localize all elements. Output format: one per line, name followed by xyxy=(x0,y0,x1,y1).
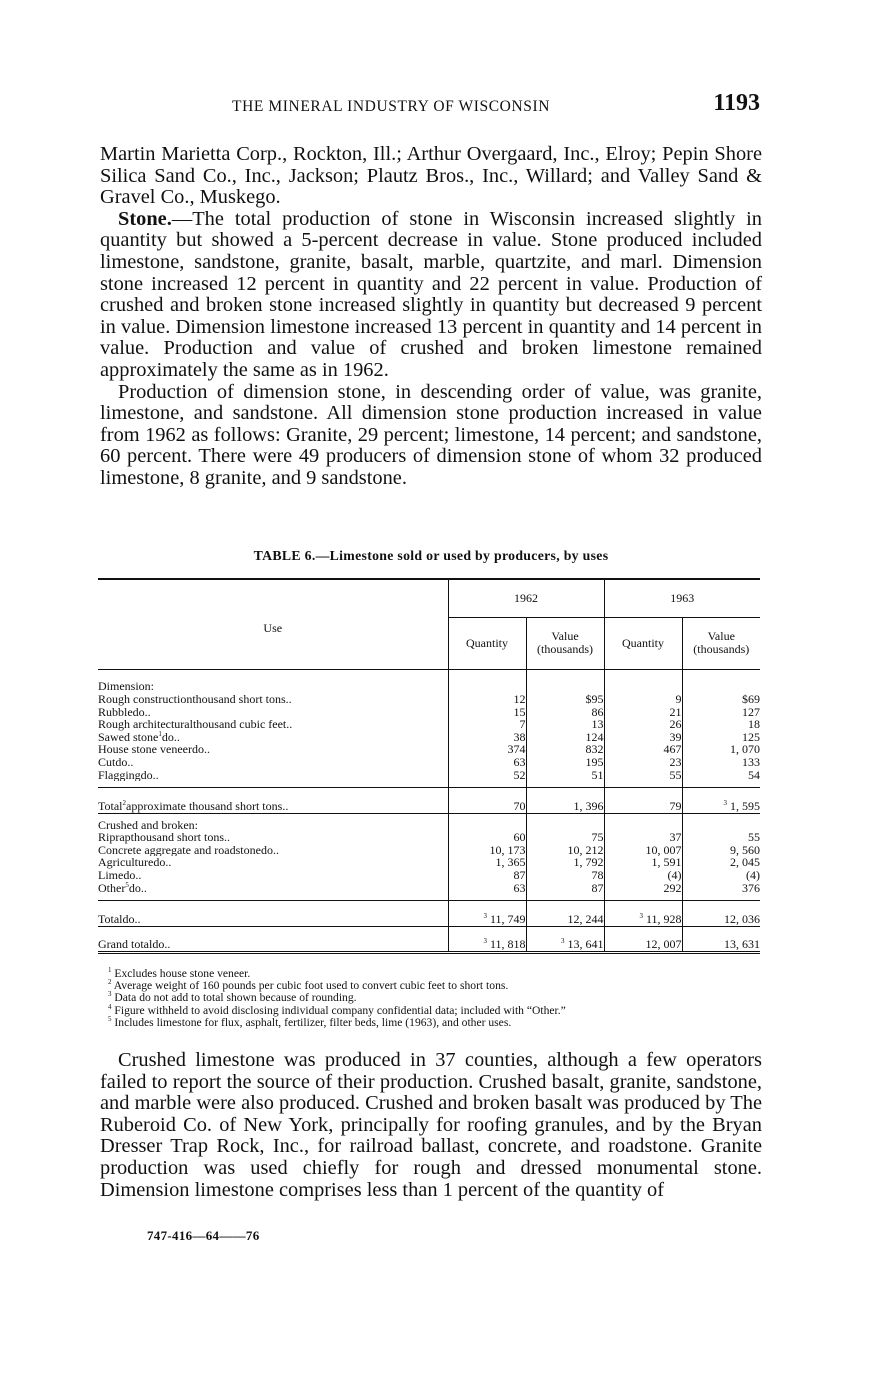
leader-dots: .. xyxy=(135,868,142,882)
row-name: Other xyxy=(98,881,126,895)
column-header-quantity-1963: Quantity xyxy=(604,617,682,669)
value-1963 xyxy=(682,787,760,813)
value-1962 xyxy=(526,769,604,782)
cell-value: 11, 928 xyxy=(645,912,682,927)
leader-dots: .. xyxy=(127,755,134,769)
leader-dots: .. xyxy=(282,799,289,814)
value-label: Value xyxy=(551,629,579,644)
row-unit: do xyxy=(260,843,273,857)
table-row xyxy=(98,743,760,756)
cell-value: 12, 244 xyxy=(567,912,604,927)
cell-value: 2, 045 xyxy=(730,855,760,870)
table-row xyxy=(98,900,760,926)
column-header-value-1962 xyxy=(526,617,604,669)
table-row xyxy=(98,787,760,813)
cell-value: 12 xyxy=(513,692,526,706)
cell-value: 127 xyxy=(742,704,760,719)
row-label xyxy=(98,844,448,857)
cell-value: 75 xyxy=(591,830,604,845)
value-unit: (thousands) xyxy=(693,642,750,656)
column-header-use: Use xyxy=(98,579,448,669)
section-heading-row xyxy=(98,669,760,693)
empty-cell xyxy=(448,669,526,693)
intro-text xyxy=(100,144,762,490)
page-header xyxy=(100,90,762,124)
quantity-1963 xyxy=(604,926,682,952)
table-row xyxy=(98,756,760,769)
data-table xyxy=(98,578,760,954)
value-1962 xyxy=(526,900,604,926)
row-unit: do xyxy=(132,705,145,719)
row-unit: do xyxy=(153,856,166,869)
table-row xyxy=(98,731,760,744)
cell-value: 55 xyxy=(748,830,760,845)
row-name: Grand total xyxy=(98,937,153,952)
value-label: Value xyxy=(707,629,735,644)
cell-value: 12, 007 xyxy=(645,937,682,952)
footnote-text: Data do not add to total shown because of rounding. xyxy=(114,991,357,1005)
leader-dots: .. xyxy=(134,912,141,927)
cell-value: 13 xyxy=(591,717,604,732)
row-unit: do xyxy=(191,743,204,756)
leader-dots: .. xyxy=(164,937,171,952)
cell-value: 1, 591 xyxy=(651,855,682,870)
value-unit: (thousands) xyxy=(537,642,593,656)
quantity-1963 xyxy=(604,769,682,782)
cell-value: (4) xyxy=(746,867,760,882)
row-name: House stone veneer xyxy=(98,743,192,756)
row-label xyxy=(98,831,448,844)
leader-dots: .. xyxy=(144,705,151,719)
footnotes xyxy=(108,968,758,1029)
leader-dots: .. xyxy=(286,718,293,731)
row-label xyxy=(98,693,448,706)
row-name: Cut xyxy=(98,755,116,769)
table-row xyxy=(98,706,760,719)
cell-value: 86 xyxy=(591,704,604,719)
footnote-ref: 3 xyxy=(639,912,643,921)
limestone-table xyxy=(98,578,760,954)
value-1963 xyxy=(682,926,760,952)
cell-value: 23 xyxy=(669,754,682,769)
row-label xyxy=(98,926,448,952)
page-number: 1193 xyxy=(713,90,760,116)
cell-value: 70 xyxy=(513,799,526,814)
row-name: Sawed stone xyxy=(98,730,159,744)
row-label xyxy=(98,756,448,769)
empty-cell xyxy=(604,669,682,693)
paragraph-producers: Martin Marietta Corp., Rockton, Ill.; Arthur Overgaard, Inc., Elroy; Pepin Shore Silica Sand Co., Inc., Jackson; Plautz Bros., Inc., Willard; and Valley Sand & Gravel Co., Muskego. xyxy=(100,143,762,209)
paragraph-crushed-limestone: Crushed limestone was produced in 37 counties, although a few operators failed to report the source of their production. Crushed basalt, granite, sandstone, and marble were also produced. Crushed and broken basalt was produced by The Ruberoid Co. of New York, principally for roofing granules, and by the Bryan Dresser Trap Rock, Inc., for railroad ballast, concrete, and roadstone. Granite production was used chiefly for rough and dressed monumental stone. Dimension limestone comprises less than 1 percent of the quantity of xyxy=(100,1049,762,1201)
footnote-number: 3 xyxy=(108,990,112,999)
cell-value: 39 xyxy=(669,729,682,744)
paragraph-dimension-stone: Production of dimension stone, in descending order of value, was granite, limestone, and sandstone. All dimension stone production increased in value from 1962 as follows: Granite, 29 percent; limestone, 14 percent; and sandstone, 60 percent. There were 49 producers of dimension stone of whom 32 produced limestone, 8 granite, and 9 sandstone. xyxy=(100,380,762,489)
table-row xyxy=(98,718,760,731)
column-header-1963: 1963 xyxy=(604,579,760,617)
cell-value: 51 xyxy=(591,767,604,782)
cell-value: 78 xyxy=(591,867,604,882)
cell-value: 832 xyxy=(585,742,604,757)
cell-value: 1, 365 xyxy=(495,855,526,870)
footnote-ref: 3 xyxy=(483,937,487,946)
cell-value: 37 xyxy=(669,830,682,845)
cell-value: 124 xyxy=(585,729,604,744)
footnote-ref: 3 xyxy=(723,799,727,808)
cell-value: 1, 070 xyxy=(730,742,760,757)
cell-value: 21 xyxy=(669,704,682,719)
cell-value: 376 xyxy=(742,880,760,895)
row-unit: thousand short tons xyxy=(192,693,286,706)
leader-dots: .. xyxy=(224,831,231,844)
row-unit: thousand cubic feet xyxy=(192,718,287,731)
cell-value: 13, 631 xyxy=(724,937,760,952)
cell-value: 11, 749 xyxy=(489,912,526,927)
running-title: THE MINERAL INDUSTRY OF WISCONSIN xyxy=(232,98,551,115)
footnote-ref: 2 xyxy=(122,799,126,808)
cell-value: 1, 396 xyxy=(573,799,604,814)
table-row xyxy=(98,856,760,869)
cell-value: 10, 173 xyxy=(489,842,526,857)
cell-value: 133 xyxy=(742,754,760,769)
empty-cell xyxy=(526,813,604,831)
leader-dots: .. xyxy=(203,743,210,756)
empty-cell xyxy=(682,669,760,693)
row-unit: do xyxy=(123,868,136,882)
cell-value: 9, 560 xyxy=(730,842,760,857)
column-header-quantity-1962: Quantity xyxy=(448,617,526,669)
row-unit: approximate thousand short tons xyxy=(126,799,283,814)
row-label xyxy=(98,882,448,895)
cell-value: 13, 641 xyxy=(567,937,604,952)
value-1962 xyxy=(526,926,604,952)
footnote-text: Average weight of 160 pounds per cubic foot used to convert cubic feet to short tons. xyxy=(113,979,509,993)
cell-value: 54 xyxy=(748,767,760,782)
cell-value: (4) xyxy=(667,867,682,882)
quantity-1962 xyxy=(448,706,526,719)
empty-cell xyxy=(604,813,682,831)
footnote xyxy=(108,1014,758,1029)
table-row xyxy=(98,693,760,706)
stone-heading: Stone. xyxy=(118,207,172,230)
leader-dots: .. xyxy=(173,730,180,744)
cell-value: 195 xyxy=(585,754,604,769)
quantity-1962 xyxy=(448,926,526,952)
cell-value: 52 xyxy=(513,767,526,782)
row-name: Agriculture xyxy=(98,856,154,869)
row-label xyxy=(98,869,448,882)
section-heading: Crushed and broken: xyxy=(98,817,198,832)
row-name: Flagging xyxy=(98,768,141,782)
row-label xyxy=(98,718,448,731)
cell-value: 60 xyxy=(513,830,526,845)
row-label xyxy=(98,787,448,813)
row-name: Rubble xyxy=(98,705,133,719)
table-body xyxy=(98,669,760,952)
row-label xyxy=(98,731,448,744)
column-header-value-1963 xyxy=(682,617,760,669)
empty-cell xyxy=(526,669,604,693)
cell-value: 374 xyxy=(507,742,526,757)
value-1962 xyxy=(526,787,604,813)
cell-value: 12, 036 xyxy=(724,912,760,927)
cell-value: 125 xyxy=(742,729,760,744)
footnote-text: Excludes house stone veneer. xyxy=(114,967,251,980)
cell-value: 38 xyxy=(513,729,526,744)
cell-value: 63 xyxy=(513,880,526,895)
section-heading-row xyxy=(98,813,760,831)
cell-value: 10, 212 xyxy=(567,842,604,857)
cell-value: 467 xyxy=(663,742,682,757)
footnote-number: 4 xyxy=(108,1002,112,1011)
footnote-number: 5 xyxy=(108,1014,112,1023)
quantity-1963 xyxy=(604,787,682,813)
row-name: Rough construction xyxy=(98,693,193,706)
footnote-ref: 1 xyxy=(158,730,162,738)
footnote-number: 1 xyxy=(108,966,112,975)
empty-cell xyxy=(448,813,526,831)
row-unit: do xyxy=(140,768,153,782)
row-unit: do xyxy=(115,755,128,769)
value-1963 xyxy=(682,769,760,782)
row-unit: do xyxy=(161,730,174,744)
table-title: TABLE 6.—Limestone sold or used by producers, by uses xyxy=(253,548,609,563)
footnote-ref: 3 xyxy=(483,912,487,921)
row-unit: do xyxy=(152,937,165,952)
footnote-text: Includes limestone for flux, asphalt, fertilizer, filter beds, lime (1963), and other uses. xyxy=(114,1015,512,1029)
footnote-ref: 3 xyxy=(561,937,565,946)
table-row xyxy=(98,926,760,952)
printer-code: 747-416—64——76 xyxy=(147,1228,260,1243)
cell-value: 11, 818 xyxy=(489,937,526,952)
cell-value: 1, 595 xyxy=(730,799,760,814)
cell-value: 18 xyxy=(748,717,760,732)
table-row xyxy=(98,869,760,882)
value-1963 xyxy=(682,882,760,895)
leader-dots: .. xyxy=(272,843,279,857)
footnote-text: Figure withheld to avoid disclosing individual company confidential data; included with “Other.” xyxy=(114,1003,566,1017)
section-heading: Dimension: xyxy=(98,679,154,693)
leader-dots: .. xyxy=(140,881,147,895)
value-1962 xyxy=(526,882,604,895)
footnote-ref: 5 xyxy=(125,881,129,889)
row-label xyxy=(98,743,448,756)
cell-value: 7 xyxy=(519,717,526,732)
stone-text: —The total production of stone in Wisconsin increased slightly in quantity but showed a 5-percent decrease in value. Stone produced included limestone, sandstone, granite, basalt, marble, quartzite, and marl. Dimension stone increased 12 percent in quantity and 22 percent in value. Production of crushed and broken stone increased slightly in quantity but decreased 9 percent in value. Dimension limestone increased 13 percent in quantity and 14 percent in value. Production and value of crushed and broken limestone remained approximately the same as in 1962. xyxy=(100,207,762,381)
row-label xyxy=(98,856,448,869)
row-label xyxy=(98,900,448,926)
cell-value: 10, 007 xyxy=(645,842,682,857)
row-name: Lime xyxy=(98,868,124,882)
cell-value: $95 xyxy=(585,692,604,706)
quantity-1962 xyxy=(448,769,526,782)
row-name: Total xyxy=(98,799,123,814)
cell-value: 292 xyxy=(663,880,682,895)
quantity-1962 xyxy=(448,787,526,813)
row-unit: do xyxy=(128,881,141,895)
row-unit: thousand short tons xyxy=(130,831,225,844)
cell-value: 9 xyxy=(675,692,682,706)
row-label xyxy=(98,769,448,782)
cell-value: 87 xyxy=(591,880,604,895)
closing-text xyxy=(100,1050,762,1201)
row-label xyxy=(98,706,448,719)
table-row xyxy=(98,882,760,895)
row-unit: do xyxy=(122,912,135,927)
cell-value: 26 xyxy=(669,717,682,732)
table-row xyxy=(98,769,760,782)
empty-cell xyxy=(682,813,760,831)
quantity-1962 xyxy=(448,900,526,926)
cell-value: 87 xyxy=(513,867,526,882)
cell-value: 15 xyxy=(513,704,526,719)
paragraph-stone xyxy=(100,209,762,382)
row-name: Concrete aggregate and roadstone xyxy=(98,843,261,857)
row-name: Total xyxy=(98,912,123,927)
column-header-1962: 1962 xyxy=(448,579,604,617)
quantity-1962 xyxy=(448,882,526,895)
cell-value: 1, 792 xyxy=(573,855,604,870)
cell-value: 55 xyxy=(669,767,682,782)
leader-dots: .. xyxy=(152,768,159,782)
quantity-1963 xyxy=(604,882,682,895)
quantity-1963 xyxy=(604,900,682,926)
leader-dots: .. xyxy=(165,856,172,869)
footnote-number: 2 xyxy=(108,978,112,987)
row-name: Rough architectural xyxy=(98,718,193,731)
value-1963 xyxy=(682,900,760,926)
row-name: Riprap xyxy=(98,831,131,844)
leader-dots: .. xyxy=(285,693,292,706)
cell-value: 79 xyxy=(669,799,682,814)
cell-value: 63 xyxy=(513,754,526,769)
cell-value: $69 xyxy=(742,692,760,706)
